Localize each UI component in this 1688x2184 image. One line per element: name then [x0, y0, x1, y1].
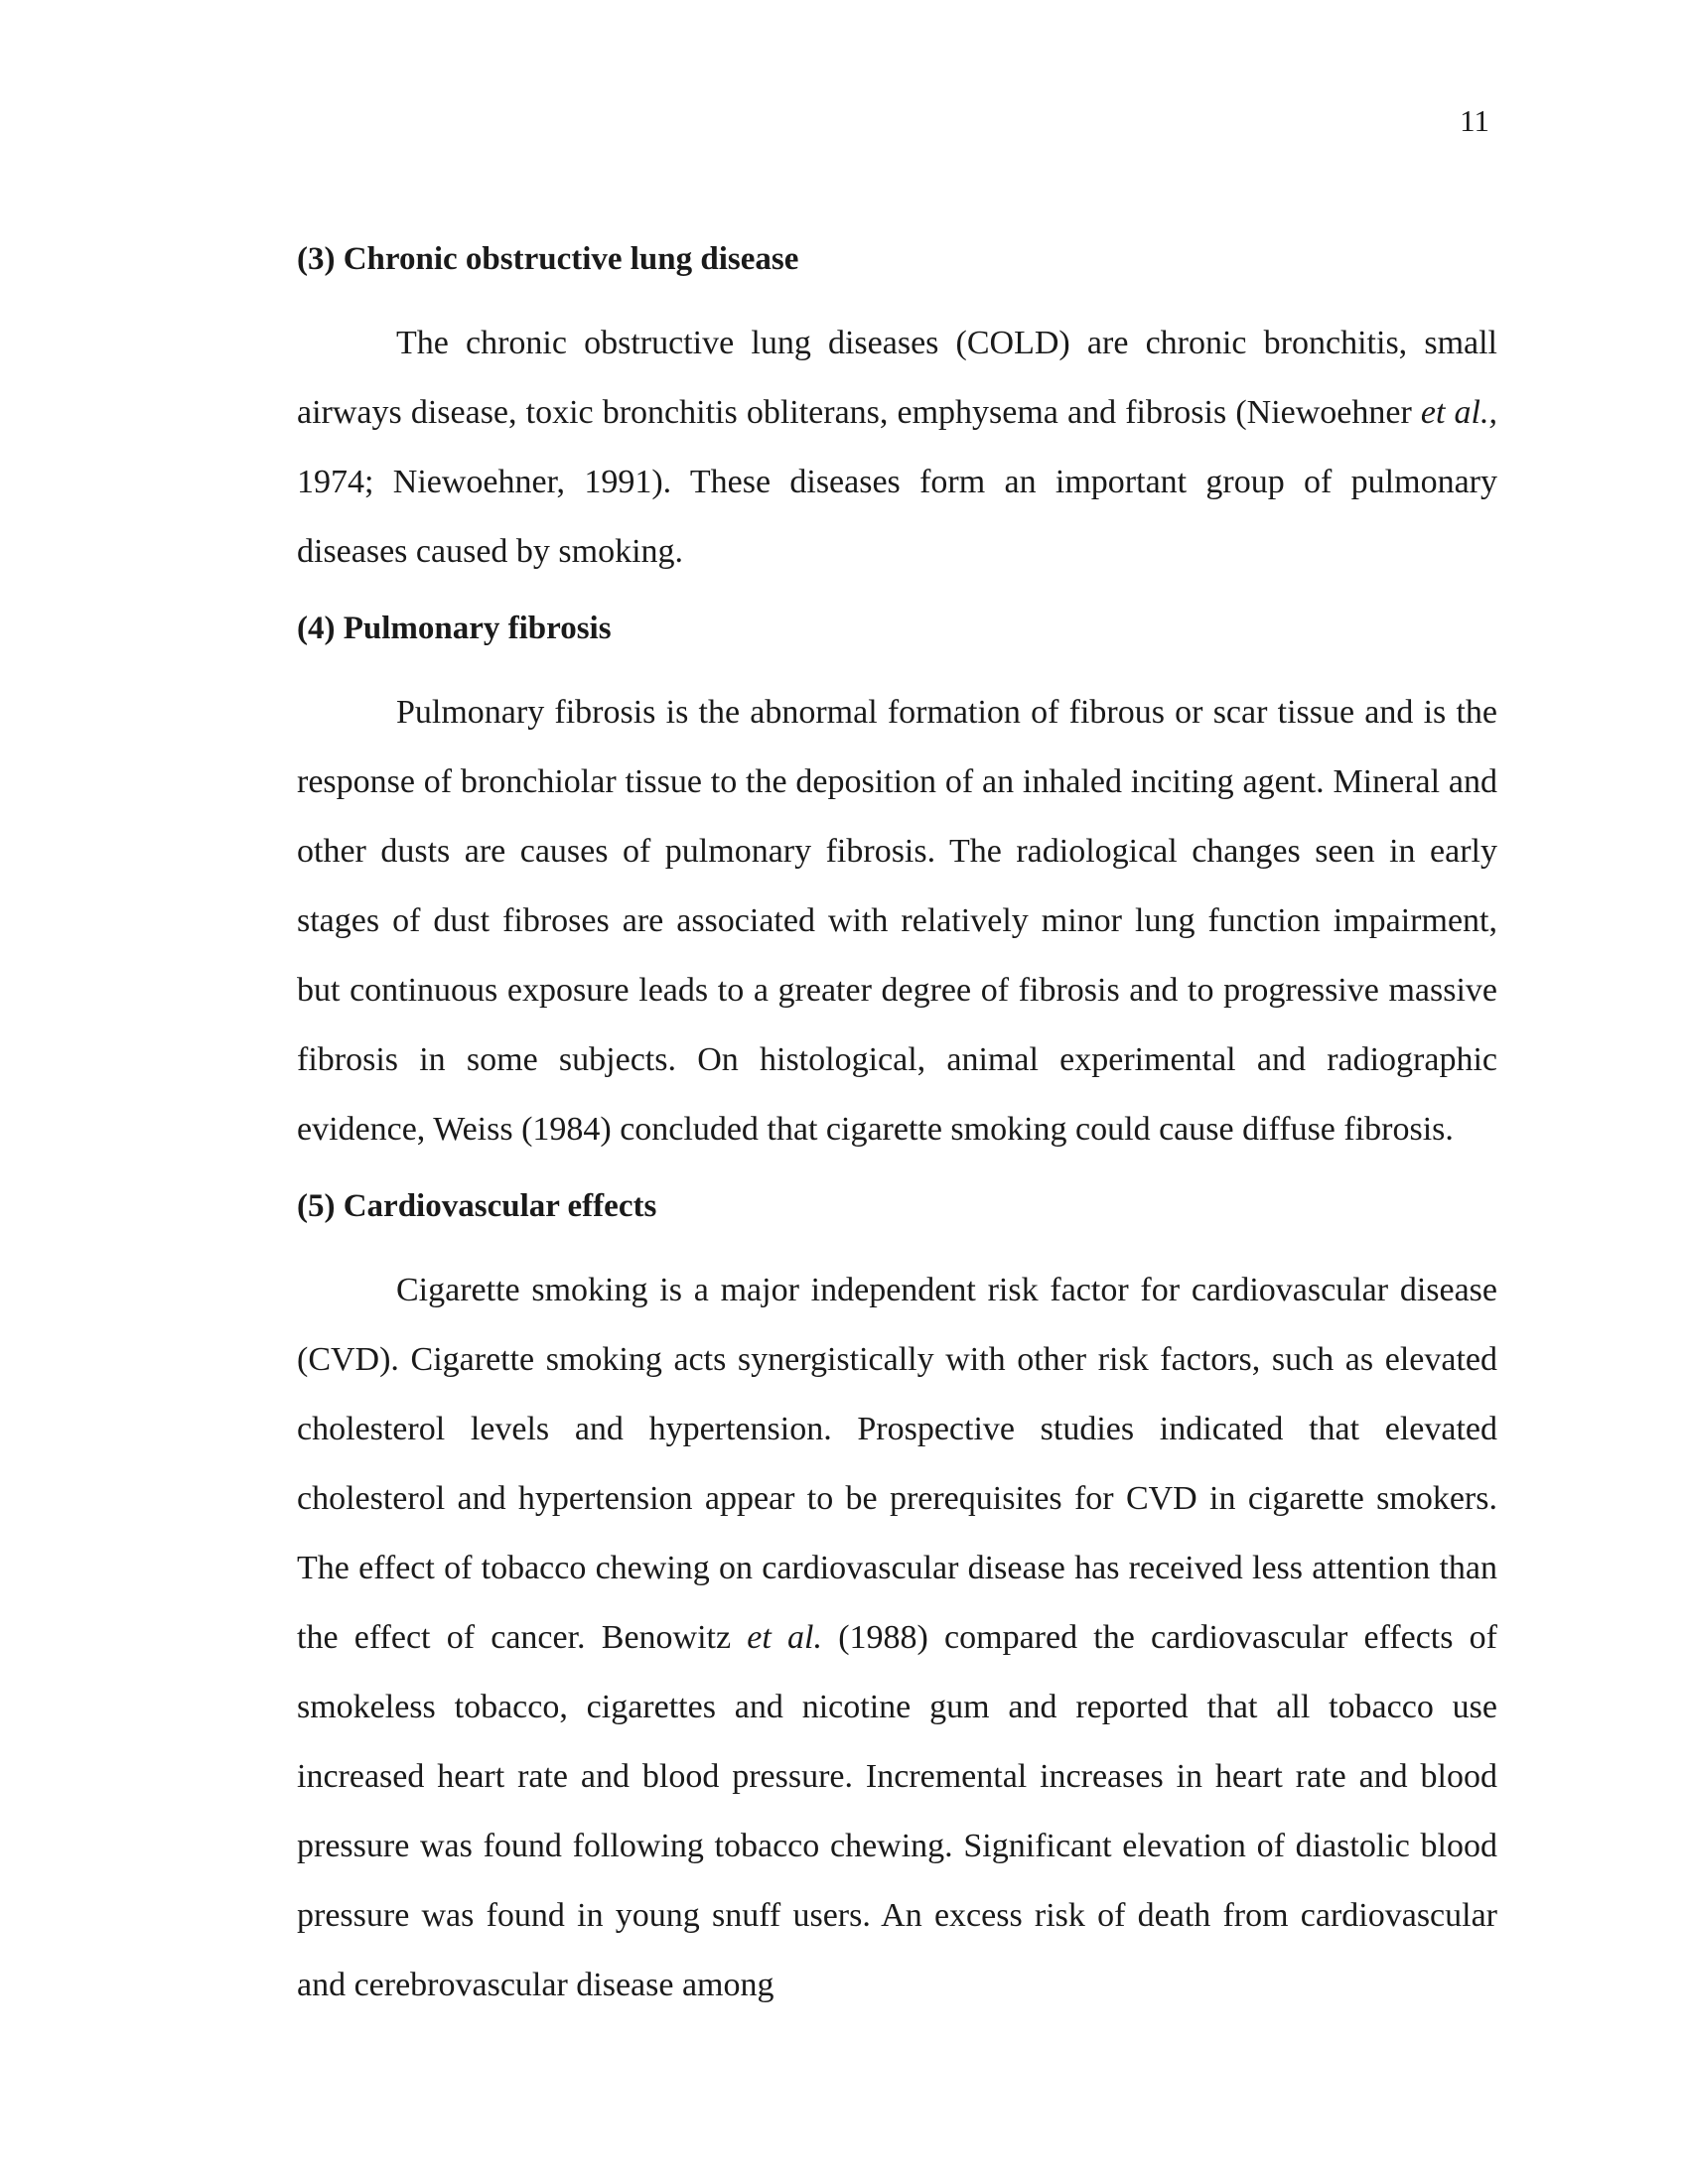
paragraph-text: (1988) compared the cardiovascular effects of smokeless tobacco, cigarettes and nicotine gum and reported that all tobacco use increased heart rate and blood pressure. Incremental increases in heart rate and blood pressure was found following tobacco chewing. Significant elevation of diastolic blood pressure was found in young snuff users. An excess risk of death from cardiovascular and cerebrovascular disease among — [297, 1619, 1497, 2003]
citation-italic: et al. — [747, 1619, 822, 1656]
section-heading-copd: (3) Chronic obstructive lung disease — [297, 241, 799, 277]
page-body — [297, 234, 1497, 2020]
paragraph-pulmonary-fibrosis — [297, 678, 1497, 1164]
section-heading-pulmonary-fibrosis: (4) Pulmonary fibrosis — [297, 611, 612, 646]
paragraph-text: Cigarette smoking is a major independent risk factor for cardiovascular disease (CVD). Cigarette smoking acts synergistically with other risk factors, such as elevated cholesterol levels and hypertension. Prospective studies indicated that elevated cholesterol and hypertension appear to be prerequisites for CVD in cigarette smokers. The effect of tobacco chewing on cardiovascular disease has received less attention than the effect of cancer. Benowitz — [297, 1272, 1497, 1656]
paragraph-cardiovascular — [297, 1256, 1497, 2020]
section-heading-cardiovascular: (5) Cardiovascular effects — [297, 1188, 657, 1224]
page-number: 11 — [1460, 103, 1489, 138]
paragraph-text: 1974; Niewoehner, 1991). These diseases form an important group of pulmonary diseases caused by smoking. — [297, 464, 1497, 570]
paragraph-text: Pulmonary fibrosis is the abnormal formation of fibrous or scar tissue and is the response of bronchiolar tissue to the deposition of an inhaled inciting agent. Mineral and other dusts are causes of pulmonary fibrosis. The radiological changes seen in early stages of dust fibroses are associated with relatively minor lung function impairment, but continuous exposure leads to a greater degree of fibrosis and to progressive massive fibrosis in some subjects. On histological, animal experimental and radiographic evidence, Weiss (1984) concluded that cigarette smoking could cause diffuse fibrosis. — [297, 694, 1497, 1148]
citation-italic: et al., — [1420, 394, 1497, 431]
paragraph-text: The chronic obstructive lung diseases (COLD) are chronic bronchitis, small airways disease, toxic bronchitis obliterans, emphysema and fibrosis (Niewoehner — [297, 325, 1497, 431]
paragraph-copd — [297, 309, 1497, 587]
